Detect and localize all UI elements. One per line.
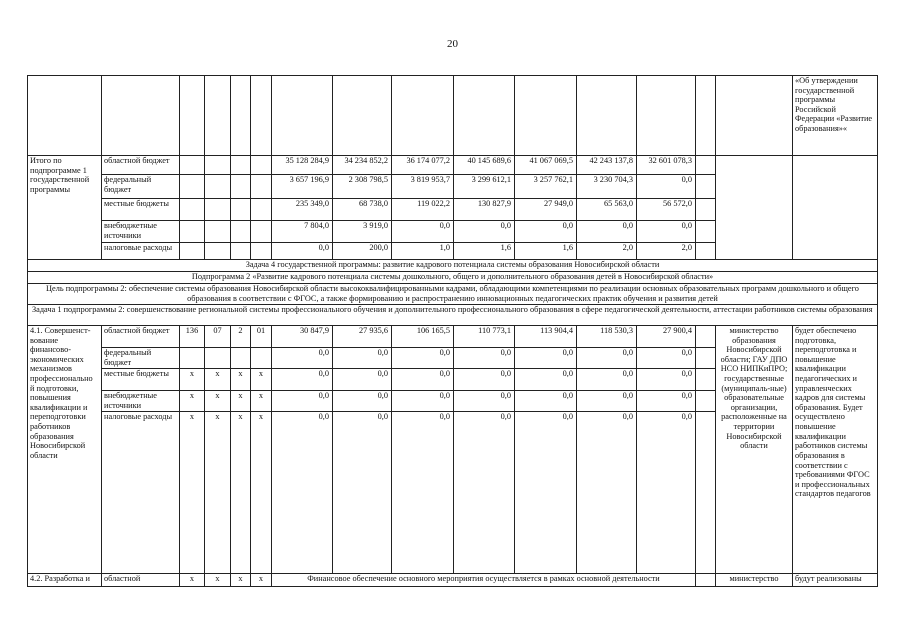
task-banner: Задача 1 подпрограммы 2: совершенствование региональной системы профессионального обучения и дополнительного профессионального образования в сфере педагогической деятельности, аттестации работников системы образования — [28, 305, 878, 326]
page-number: 20 — [447, 38, 458, 50]
funding-source: федеральный бюджет — [102, 175, 180, 199]
empty-cell — [102, 76, 180, 156]
executor-cell: министерство — [716, 574, 793, 587]
amount-cell: 0,0 — [333, 369, 392, 391]
code-cell — [205, 221, 231, 243]
amount-cell: 0,0 — [515, 391, 577, 412]
code-cell — [251, 199, 272, 221]
code-cell: х — [180, 412, 205, 574]
code-cell — [231, 221, 251, 243]
code-cell: 07 — [205, 326, 231, 348]
amount-cell: 1,6 — [515, 243, 577, 260]
amount-cell: 130 827,9 — [454, 199, 515, 221]
code-cell — [180, 348, 205, 369]
funding-source: федеральный бюджет — [102, 348, 180, 369]
code-cell: х — [231, 391, 251, 412]
amount-cell: 35 128 284,9 — [272, 156, 333, 175]
amount-cell: 0,0 — [392, 412, 454, 574]
funding-source: местные бюджеты — [102, 199, 180, 221]
event-label: 4.1. Совершенст-вование финансово-экономических механизмов профессионально й подготовки, повышения квалификации и переподготовки работников образования Новосибирской области — [28, 326, 102, 574]
amount-cell: 40 145 689,6 — [454, 156, 515, 175]
code-cell — [251, 175, 272, 199]
amount-cell: 0,0 — [637, 412, 696, 574]
empty-cell — [696, 156, 716, 175]
code-cell — [205, 199, 231, 221]
amount-cell: 0,0 — [272, 243, 333, 260]
amount-cell: 0,0 — [637, 369, 696, 391]
code-cell: 2 — [231, 326, 251, 348]
empty-cell — [716, 76, 793, 156]
amount-cell: 235 349,0 — [272, 199, 333, 221]
amount-cell: 30 847,9 — [272, 326, 333, 348]
financing-note: Финансовое обеспечение основного мероприятия осуществляется в рамках основной деятельности — [272, 574, 696, 587]
code-cell: х — [205, 369, 231, 391]
amount-cell: 2 308 798,5 — [333, 175, 392, 199]
amount-cell: 0,0 — [515, 412, 577, 574]
empty-cell — [28, 76, 102, 156]
funding-source: внебюджетные источники — [102, 221, 180, 243]
amount-cell: 0,0 — [454, 348, 515, 369]
amount-cell: 41 067 069,5 — [515, 156, 577, 175]
amount-cell: 2,0 — [577, 243, 637, 260]
table-row-continuation — [28, 76, 878, 156]
funding-source: внебюджетные источники — [102, 391, 180, 412]
empty-cell — [333, 76, 392, 156]
code-cell — [180, 175, 205, 199]
amount-cell: 32 601 078,3 — [637, 156, 696, 175]
amount-cell: 118 530,3 — [577, 326, 637, 348]
amount-cell: 68 738,0 — [333, 199, 392, 221]
code-cell — [231, 348, 251, 369]
empty-cell — [515, 76, 577, 156]
result-cell — [793, 156, 878, 260]
amount-cell: 3 657 196,9 — [272, 175, 333, 199]
amount-cell: 0,0 — [637, 175, 696, 199]
amount-cell: 106 165,5 — [392, 326, 454, 348]
amount-cell: 0,0 — [272, 412, 333, 574]
amount-cell: 0,0 — [577, 348, 637, 369]
funding-source: налоговые расходы — [102, 412, 180, 574]
empty-cell — [696, 175, 716, 199]
empty-cell — [696, 76, 716, 156]
code-cell — [180, 199, 205, 221]
code-cell — [180, 243, 205, 260]
code-cell: х — [180, 369, 205, 391]
empty-cell — [696, 326, 716, 348]
empty-cell — [696, 199, 716, 221]
amount-cell: 0,0 — [392, 348, 454, 369]
amount-cell: 113 904,4 — [515, 326, 577, 348]
empty-cell — [392, 76, 454, 156]
amount-cell: 0,0 — [272, 348, 333, 369]
code-cell: х — [251, 369, 272, 391]
amount-cell: 42 243 137,8 — [577, 156, 637, 175]
empty-cell — [454, 76, 515, 156]
empty-cell — [696, 369, 716, 391]
funding-source: налоговые расходы — [102, 243, 180, 260]
empty-cell — [577, 76, 637, 156]
table-row-banner — [28, 284, 878, 305]
code-cell — [251, 243, 272, 260]
code-cell: х — [251, 391, 272, 412]
amount-cell: 27 900,4 — [637, 326, 696, 348]
funding-source: местные бюджеты — [102, 369, 180, 391]
amount-cell: 0,0 — [333, 412, 392, 574]
amount-cell: 0,0 — [454, 412, 515, 574]
table-row-event — [28, 574, 878, 587]
table-row-banner — [28, 305, 878, 326]
empty-cell — [696, 574, 716, 587]
code-cell — [231, 199, 251, 221]
result-cell: будет обеспечено подготовка, переподготовка и повышение квалификации педагогических и управленческих кадров для системы образования. Будет осуществлено повышение квалификации работников системы образования в соответствии с требованиями ФГОС и профессиональных стандартов педагогов — [793, 326, 878, 574]
code-cell — [205, 243, 231, 260]
amount-cell: 0,0 — [577, 412, 637, 574]
code-cell — [180, 156, 205, 175]
amount-cell: 0,0 — [333, 348, 392, 369]
table-row-banner — [28, 272, 878, 284]
amount-cell: 110 773,1 — [454, 326, 515, 348]
empty-cell — [272, 76, 333, 156]
empty-cell — [251, 76, 272, 156]
executor-cell: министерство образования Новосибирской области; ГАУ ДПО НСО НИПКиПРО; государственные (муниципаль-ные) образовательные организации, расположенные на территории Новосибирской области — [716, 326, 793, 574]
amount-cell: 3 230 704,3 — [577, 175, 637, 199]
code-cell — [205, 348, 231, 369]
funding-source: областной — [102, 574, 180, 587]
amount-cell: 0,0 — [272, 369, 333, 391]
code-cell — [251, 221, 272, 243]
program-table — [27, 75, 878, 587]
table-row-banner — [28, 260, 878, 272]
amount-cell: 65 563,0 — [577, 199, 637, 221]
empty-cell — [696, 243, 716, 260]
amount-cell: 1,0 — [392, 243, 454, 260]
code-cell: х — [205, 412, 231, 574]
funding-source: областной бюджет — [102, 326, 180, 348]
code-cell: х — [205, 574, 231, 587]
code-cell: 01 — [251, 326, 272, 348]
code-cell — [231, 156, 251, 175]
amount-cell: 0,0 — [454, 221, 515, 243]
amount-cell: 0,0 — [515, 221, 577, 243]
amount-cell: 0,0 — [515, 348, 577, 369]
amount-cell: 0,0 — [577, 221, 637, 243]
amount-cell: 34 234 852,2 — [333, 156, 392, 175]
empty-cell — [696, 391, 716, 412]
amount-cell: 0,0 — [454, 369, 515, 391]
subprogram-total-label: Итого по подпрограмме 1 государственной программы — [28, 156, 102, 260]
amount-cell: 0,0 — [392, 391, 454, 412]
empty-cell — [180, 76, 205, 156]
amount-cell: 56 572,0 — [637, 199, 696, 221]
empty-cell — [205, 76, 231, 156]
code-cell: х — [231, 574, 251, 587]
amount-cell: 0,0 — [577, 369, 637, 391]
amount-cell: 2,0 — [637, 243, 696, 260]
goal-banner: Цель подпрограммы 2: обеспечение системы образования Новосибирской области высококвалифицированными кадрами, обладающими компетенциями по реализации основных образовательных программ дошкольного и общего образования в соответствии с ФГОС, а также формированию и распространению инновационных педагогических практик обучения и развития детей — [28, 284, 878, 305]
code-cell — [251, 348, 272, 369]
code-cell: х — [205, 391, 231, 412]
amount-cell: 0,0 — [333, 391, 392, 412]
code-cell — [231, 243, 251, 260]
result-note: «Об утверждении государственной программы Российской Федерации «Развитие образования»« — [793, 76, 878, 156]
code-cell — [231, 175, 251, 199]
amount-cell: 3 257 762,1 — [515, 175, 577, 199]
code-cell: 136 — [180, 326, 205, 348]
amount-cell: 3 819 953,7 — [392, 175, 454, 199]
empty-cell — [696, 412, 716, 574]
amount-cell: 27 949,0 — [515, 199, 577, 221]
amount-cell: 200,0 — [333, 243, 392, 260]
table-row-itogo — [28, 156, 878, 175]
code-cell: х — [251, 574, 272, 587]
amount-cell: 0,0 — [637, 391, 696, 412]
amount-cell: 3 919,0 — [333, 221, 392, 243]
empty-cell — [231, 76, 251, 156]
amount-cell: 7 804,0 — [272, 221, 333, 243]
amount-cell: 0,0 — [392, 369, 454, 391]
amount-cell: 0,0 — [637, 221, 696, 243]
amount-cell: 0,0 — [637, 348, 696, 369]
amount-cell: 1,6 — [454, 243, 515, 260]
code-cell: х — [180, 391, 205, 412]
code-cell — [251, 156, 272, 175]
amount-cell: 3 299 612,1 — [454, 175, 515, 199]
task-banner: Задача 4 государственной программы: развитие кадрового потенциала системы образования Новосибирской области — [28, 260, 878, 272]
result-cell: будут реализованы — [793, 574, 878, 587]
code-cell: х — [180, 574, 205, 587]
amount-cell: 119 022,2 — [392, 199, 454, 221]
empty-cell — [696, 221, 716, 243]
code-cell — [180, 221, 205, 243]
empty-cell — [696, 348, 716, 369]
amount-cell: 0,0 — [454, 391, 515, 412]
subprogram-banner: Подпрограмма 2 «Развитие кадрового потенциала системы дошкольного, общего и дополнительного образования детей в Новосибирской области» — [28, 272, 878, 284]
empty-cell — [637, 76, 696, 156]
amount-cell: 27 935,6 — [333, 326, 392, 348]
code-cell: х — [231, 412, 251, 574]
amount-cell: 0,0 — [272, 391, 333, 412]
code-cell — [205, 156, 231, 175]
table-row-event — [28, 326, 878, 348]
code-cell — [205, 175, 231, 199]
amount-cell: 0,0 — [577, 391, 637, 412]
amount-cell: 0,0 — [392, 221, 454, 243]
amount-cell: 0,0 — [515, 369, 577, 391]
code-cell: х — [231, 369, 251, 391]
executor-cell — [716, 156, 793, 260]
funding-source: областной бюджет — [102, 156, 180, 175]
code-cell: х — [251, 412, 272, 574]
event-label: 4.2. Разработка и — [28, 574, 102, 587]
amount-cell: 36 174 077,2 — [392, 156, 454, 175]
